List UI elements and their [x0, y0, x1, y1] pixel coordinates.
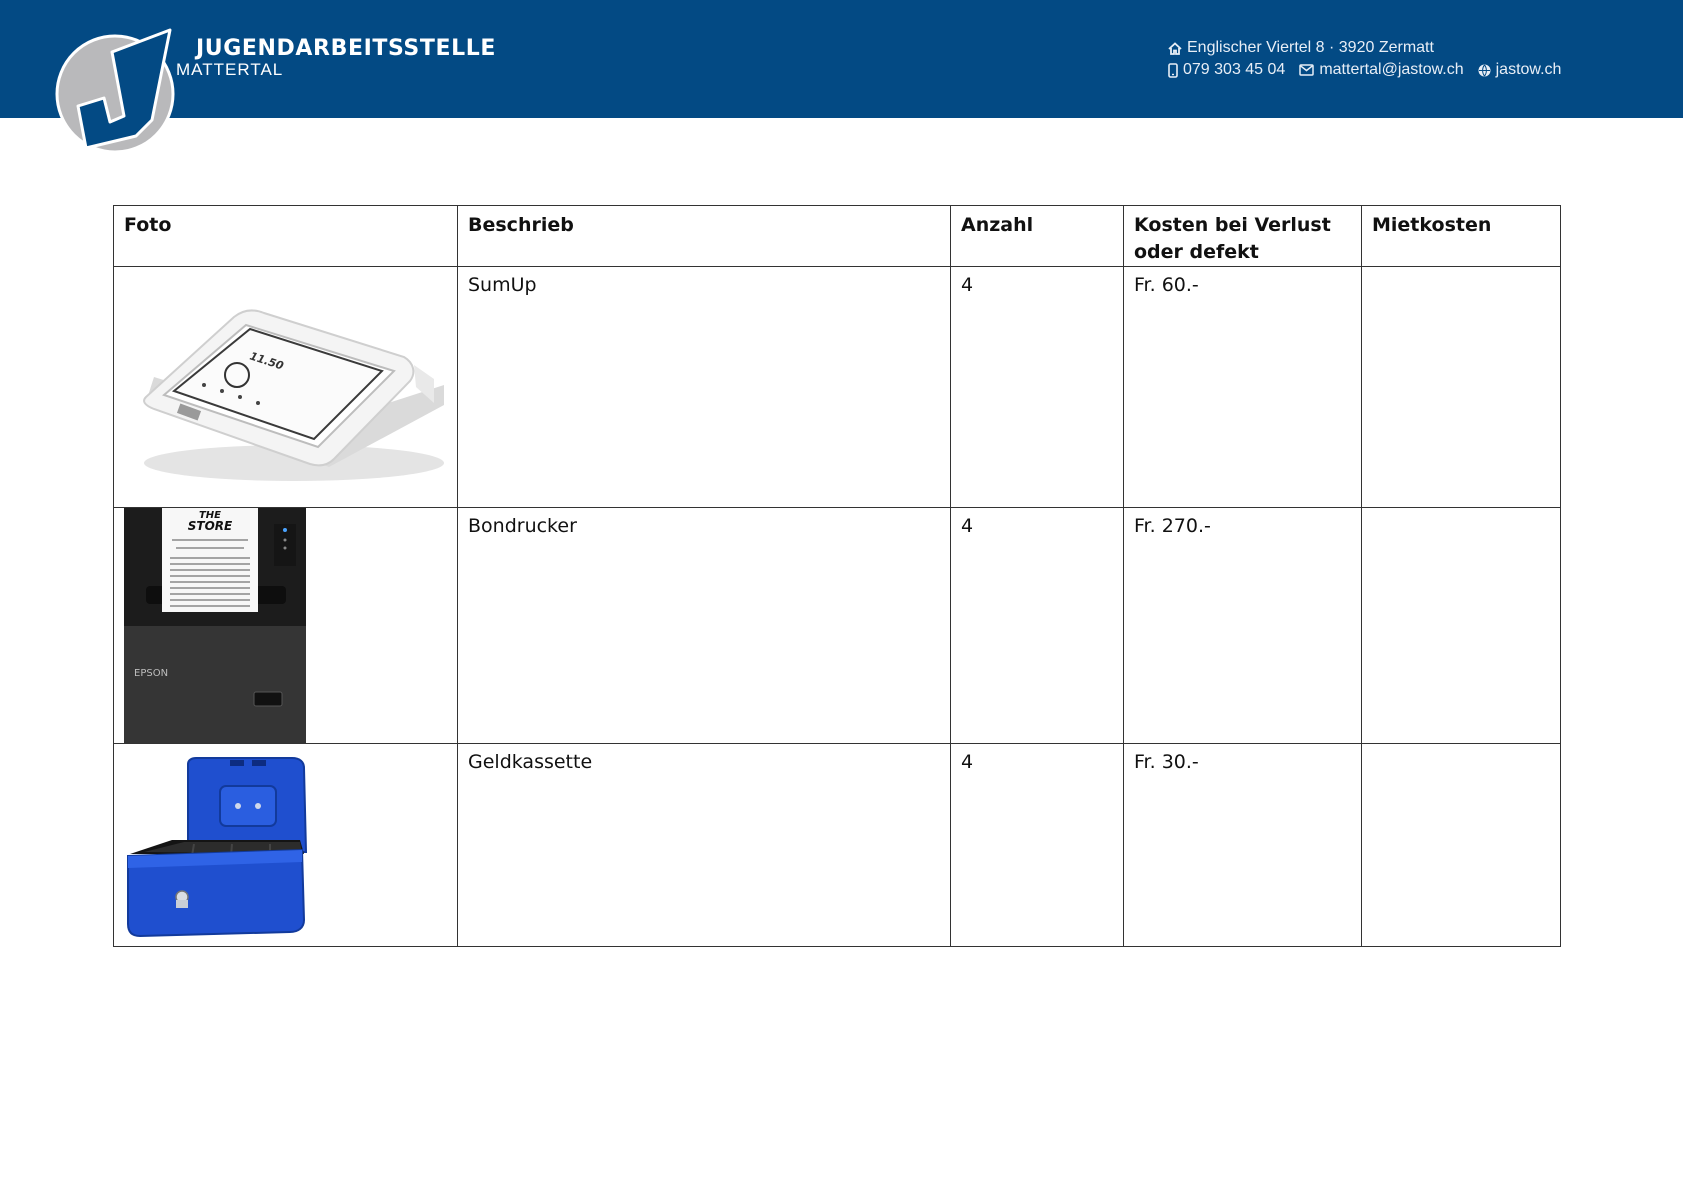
logo-icon [52, 24, 182, 156]
contact-address-line [1168, 39, 1448, 57]
cell-beschrieb: Bondrucker [458, 508, 951, 744]
cell-beschrieb: SumUp [458, 267, 951, 508]
receipt-printer-icon [114, 508, 456, 743]
home-icon [1168, 42, 1182, 55]
website-link[interactable]: jastow.ch [1495, 61, 1562, 78]
column-header-foto: Foto [114, 206, 458, 267]
cell-mietkosten [1362, 508, 1561, 744]
column-header-beschrieb: Beschrieb [458, 206, 951, 267]
cell-anzahl: 4 [951, 267, 1124, 508]
cell-anzahl: 4 [951, 508, 1124, 744]
photo-cell [114, 744, 458, 947]
cell-mietkosten [1362, 267, 1561, 508]
globe-icon [1478, 64, 1491, 77]
cell-mietkosten [1362, 744, 1561, 947]
table-header-row [114, 206, 1561, 267]
cell-kosten: Fr. 270.- [1124, 508, 1362, 744]
photo-cell [114, 508, 458, 744]
terminal-amount-label: 11.50 [248, 349, 286, 373]
phone-text[interactable]: 079 303 45 04 [1183, 61, 1286, 78]
column-header-anzahl: Anzahl [951, 206, 1124, 267]
cell-anzahl: 4 [951, 744, 1124, 947]
phone-icon [1168, 63, 1178, 78]
table-row [114, 508, 1561, 744]
receipt-title-store: STORE [187, 519, 233, 533]
org-subtitle: MATTERTAL [176, 60, 284, 79]
printer-brand-label: EPSON [134, 668, 169, 679]
equipment-table [113, 205, 1561, 947]
contact-line [1168, 61, 1575, 79]
email-link[interactable]: mattertal@jastow.ch [1319, 61, 1464, 78]
cell-beschrieb: Geldkassette [458, 744, 951, 947]
table-row [114, 267, 1561, 508]
address-text: Englischer Viertel 8 · 3920 Zermatt [1187, 39, 1434, 56]
org-name: JUGENDARBEITSSTELLE [196, 36, 496, 61]
mail-icon [1299, 64, 1314, 76]
cell-kosten: Fr. 60.- [1124, 267, 1362, 508]
table-row [114, 744, 1561, 947]
cell-kosten: Fr. 30.- [1124, 744, 1362, 947]
photo-cell [114, 267, 458, 508]
cash-box-icon [114, 744, 456, 944]
receipt-title-the: THE [198, 510, 222, 521]
card-terminal-icon [114, 267, 456, 507]
column-header-kosten: Kosten bei Verlust oder defekt [1124, 206, 1362, 267]
column-header-mietkosten: Mietkosten [1362, 206, 1561, 267]
